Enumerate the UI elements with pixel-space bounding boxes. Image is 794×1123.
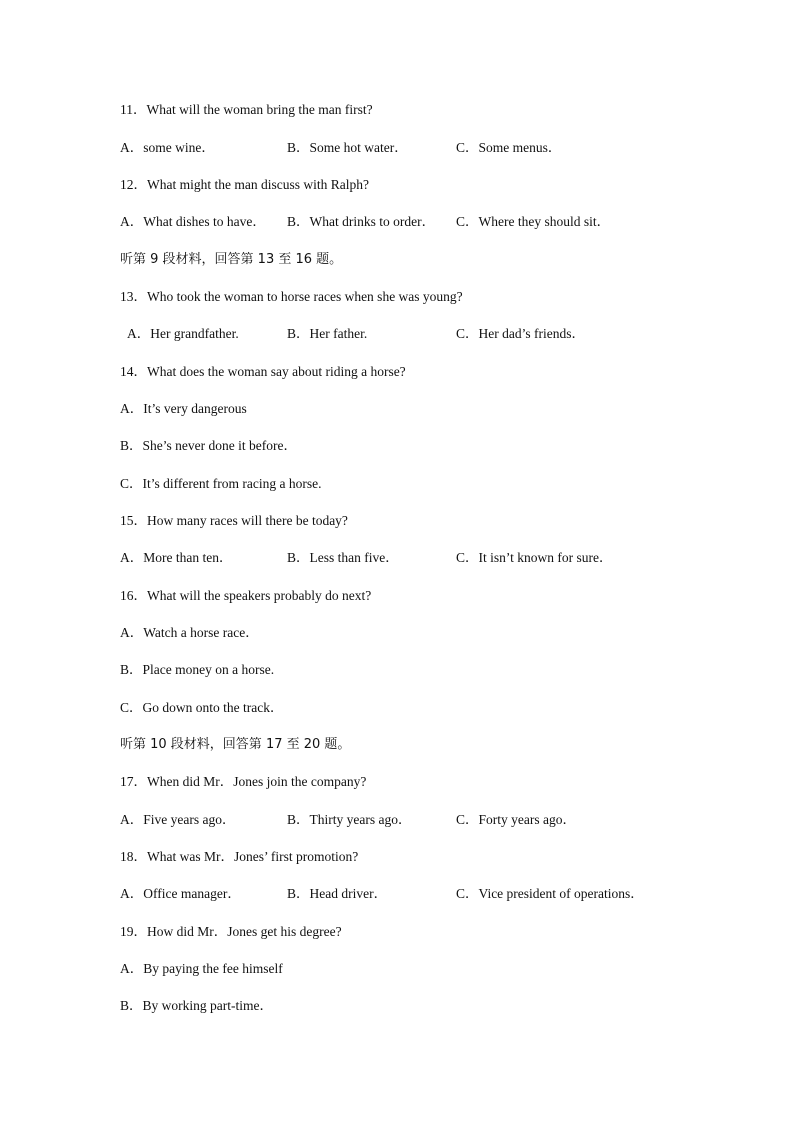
question-18-option-c: C．Vice president of operations． <box>456 886 644 901</box>
question-11-option-b: B．Some hot water． <box>287 140 408 155</box>
question-12-option-a: A．What dishes to have． <box>120 214 266 229</box>
question-14-option-c: C．It’s different from racing a horse. <box>120 476 322 491</box>
question-19-option-b: B．By working part-time． <box>120 998 273 1013</box>
question-17-option-c: C．Forty years ago． <box>456 812 576 827</box>
question-13-option-a: A．Her grandfather. <box>127 326 239 341</box>
question-14-stem: 14．What does the woman say about riding a horse? <box>120 364 406 379</box>
question-19-stem: 19．How did Mr．Jones get his degree? <box>120 924 342 939</box>
question-11-options <box>120 139 720 157</box>
question-18-option-b: B．Head driver． <box>287 886 388 901</box>
section-9-instruction: 听第 9 段材料，回答第 13 至 16 题。 <box>120 252 343 267</box>
question-13-option-b: B．Her father. <box>287 326 368 341</box>
question-18-stem: 18．What was Mr．Jones’ first promotion? <box>120 849 359 864</box>
question-16-option-b: B．Place money on a horse. <box>120 662 275 677</box>
question-15-option-c: C．It isn’t known for sure． <box>456 550 613 565</box>
question-19-option-a: A．By paying the fee himself <box>120 961 283 976</box>
question-16-stem: 16．What will the speakers probably do next? <box>120 588 372 603</box>
question-15-option-a: A．More than ten． <box>120 550 233 565</box>
question-15-stem: 15．How many races will there be today? <box>120 513 348 528</box>
question-13-options <box>120 325 720 343</box>
question-12-option-c: C．Where they should sit． <box>456 214 611 229</box>
section-10-instruction: 听第 10 段材料，回答第 17 至 20 题。 <box>120 737 351 752</box>
question-17-option-a: A．Five years ago． <box>120 812 236 827</box>
question-15-option-b: B．Less than five． <box>287 550 399 565</box>
question-12-options <box>120 213 720 231</box>
question-15-options <box>120 549 720 567</box>
question-13-stem: 13．Who took the woman to horse races when she was young? <box>120 289 463 304</box>
question-14-option-b: B．She’s never done it before． <box>120 438 297 453</box>
question-16-option-c: C．Go down onto the track． <box>120 700 284 715</box>
question-17-options <box>120 811 720 829</box>
question-16-option-a: A．Watch a horse race． <box>120 625 259 640</box>
question-13-option-c: C．Her dad’s friends． <box>456 326 585 341</box>
question-17-stem: 17．When did Mr．Jones join the company? <box>120 774 367 789</box>
question-11-option-a: A．some wine． <box>120 140 215 155</box>
question-11-option-c: C．Some menus． <box>456 140 562 155</box>
question-17-option-b: B．Thirty years ago． <box>287 812 412 827</box>
question-12-stem: 12．What might the man discuss with Ralph? <box>120 177 369 192</box>
question-12-option-b: B．What drinks to order． <box>287 214 436 229</box>
question-18-options <box>120 885 720 903</box>
question-14-option-a: A．It’s very dangerous <box>120 401 247 416</box>
question-18-option-a: A．Office manager． <box>120 886 241 901</box>
question-11-stem: 11．What will the woman bring the man first? <box>120 102 373 117</box>
